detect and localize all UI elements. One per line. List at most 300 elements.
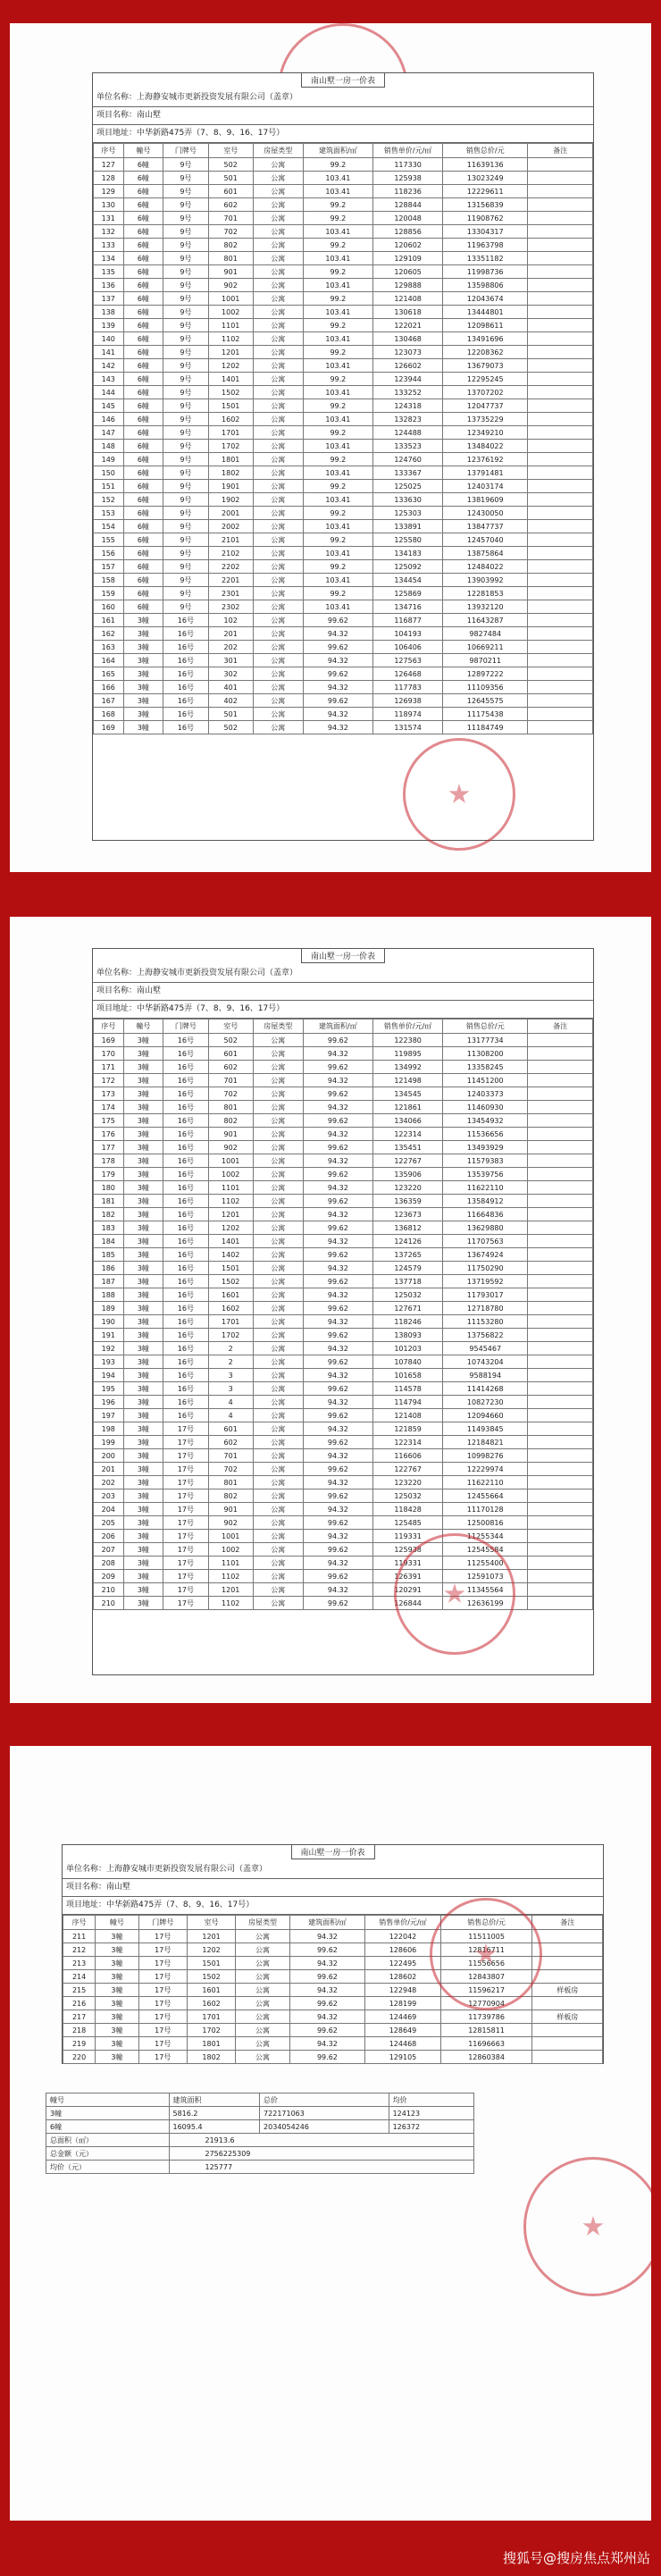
table-cell: 13491696 (443, 332, 528, 346)
table-cell (528, 507, 593, 520)
table-row (94, 1141, 593, 1154)
table-cell: 6幢 (123, 279, 163, 292)
table-cell: 1801 (187, 2037, 235, 2051)
table-cell: 公寓 (253, 346, 303, 359)
table-cell: 13454932 (443, 1114, 528, 1128)
table-cell (528, 413, 593, 426)
table-cell: 94.32 (303, 708, 372, 721)
table-row (94, 1557, 593, 1570)
table-cell (528, 1154, 593, 1168)
table-cell: 6幢 (123, 426, 163, 440)
table-cell: 公寓 (236, 1970, 289, 1984)
table-cell: 12403373 (443, 1087, 528, 1101)
table-cell: 11556656 (440, 1957, 532, 1970)
table-cell: 12184821 (443, 1436, 528, 1449)
table-cell: 126468 (372, 667, 442, 681)
table-cell: 3幢 (123, 681, 163, 694)
table-row (94, 520, 593, 533)
table-cell: 17号 (138, 1997, 187, 2010)
table-cell: 公寓 (253, 319, 303, 332)
table-cell: 16号 (163, 1235, 208, 1248)
table-cell (528, 185, 593, 198)
table-cell (528, 172, 593, 185)
table-cell: 165 (94, 667, 124, 681)
table-row (94, 1154, 593, 1168)
table-cell: 121498 (372, 1074, 442, 1087)
table-cell: 137 (94, 292, 124, 306)
table-cell: 99.62 (303, 1355, 372, 1369)
table-cell (528, 265, 593, 279)
table-row (94, 547, 593, 560)
table-cell: 3幢 (123, 708, 163, 721)
table-cell: 99.62 (303, 1489, 372, 1503)
table-cell: 204 (94, 1503, 124, 1516)
table-cell: 196 (94, 1396, 124, 1409)
table-cell: 12816711 (440, 1943, 532, 1957)
table-cell: 公寓 (253, 1061, 303, 1074)
table-cell: 1902 (208, 493, 253, 507)
table-cell: 公寓 (253, 279, 303, 292)
table-cell: 3幢 (96, 2010, 138, 2024)
table-cell: 1101 (208, 1181, 253, 1195)
table-cell: 123673 (372, 1208, 442, 1221)
table-cell: 10827230 (443, 1396, 528, 1409)
table-cell: 1001 (208, 292, 253, 306)
table-cell: 902 (208, 1516, 253, 1530)
table-cell: 116877 (372, 614, 442, 627)
table-row (94, 1409, 593, 1422)
table-cell: 180 (94, 1181, 124, 1195)
table-cell: 1201 (208, 1583, 253, 1597)
table-row (63, 1997, 603, 2010)
table-cell: 16号 (163, 1329, 208, 1342)
total-area-label: 总面积（㎡） (46, 2134, 170, 2147)
table-cell: 公寓 (253, 426, 303, 440)
table-row (94, 1168, 593, 1181)
table-row (94, 1530, 593, 1543)
table-row (94, 1047, 593, 1061)
table-cell: 197 (94, 1409, 124, 1422)
table-cell: 6幢 (123, 319, 163, 332)
table-cell: 166 (94, 681, 124, 694)
table-cell: 12229974 (443, 1463, 528, 1476)
column-header: 室号 (208, 144, 253, 158)
table-row (94, 681, 593, 694)
table-cell: 6幢 (123, 600, 163, 614)
table-cell: 16号 (163, 1154, 208, 1168)
table-cell (528, 1141, 593, 1154)
table-cell: 样板房 (532, 1984, 603, 1997)
table-cell (532, 2037, 603, 2051)
table-cell: 136 (94, 279, 124, 292)
table-cell: 11707563 (443, 1235, 528, 1248)
table-cell: 3幢 (96, 1943, 138, 1957)
table-cell: 210 (94, 1583, 124, 1597)
table-cell: 134545 (372, 1087, 442, 1101)
table-cell (528, 1208, 593, 1221)
average-price-value: 125777 (169, 2161, 474, 2174)
table-row (94, 440, 593, 453)
table-cell: 16号 (163, 1382, 208, 1396)
table-row (94, 453, 593, 466)
column-header: 室号 (187, 1916, 235, 1930)
table-cell: 94.32 (303, 1503, 372, 1516)
table-cell: 219 (63, 2037, 96, 2051)
table-cell: 99.62 (289, 2024, 365, 2037)
table-cell: 16号 (163, 1181, 208, 1195)
table-cell: 1602 (187, 1997, 235, 2010)
table-cell: 13629880 (443, 1221, 528, 1235)
table-cell: 9号 (163, 426, 208, 440)
table-row (94, 533, 593, 547)
table-cell: 16号 (163, 1047, 208, 1061)
table-cell: 94.32 (303, 1583, 372, 1597)
table-cell: 1001 (208, 1154, 253, 1168)
table-cell: 公寓 (253, 212, 303, 225)
table-cell: 94.32 (303, 1530, 372, 1543)
table-cell: 124126 (372, 1235, 442, 1248)
table-cell: 公寓 (253, 1463, 303, 1476)
table-cell: 601 (208, 1422, 253, 1436)
table-row (94, 600, 593, 614)
table-cell: 12457040 (443, 533, 528, 547)
table-cell: 99.62 (303, 1087, 372, 1101)
table-cell: 公寓 (253, 721, 303, 734)
table-cell: 99.2 (303, 533, 372, 547)
table-cell: 13493929 (443, 1141, 528, 1154)
table-cell: 121408 (372, 292, 442, 306)
table-cell: 1502 (208, 386, 253, 399)
table-row (94, 239, 593, 252)
table-cell: 125303 (372, 507, 442, 520)
table-cell: 101203 (372, 1342, 442, 1355)
table-row (94, 373, 593, 386)
table-cell (528, 279, 593, 292)
table-cell: 12860384 (440, 2051, 532, 2064)
table-cell: 16号 (163, 1262, 208, 1275)
table-cell: 122495 (365, 1957, 441, 1970)
total-amount-value: 2756225309 (169, 2147, 474, 2161)
table-cell: 公寓 (253, 654, 303, 667)
table-cell: 17号 (138, 1930, 187, 1943)
table-cell: 99.62 (303, 1463, 372, 1476)
table-cell: 94.32 (303, 1449, 372, 1463)
table-cell: 17号 (138, 1943, 187, 1957)
table-cell (528, 453, 593, 466)
table-cell: 3幢 (123, 1128, 163, 1141)
table-row (63, 2024, 603, 2037)
table-cell: 99.2 (303, 426, 372, 440)
table-cell: 17号 (163, 1463, 208, 1476)
table-cell: 13598806 (443, 279, 528, 292)
table-cell: 1102 (208, 1597, 253, 1610)
table-cell: 94.32 (289, 1930, 365, 1943)
table-cell: 3幢 (96, 2024, 138, 2037)
table-cell: 122380 (372, 1034, 442, 1047)
table-cell: 901 (208, 1128, 253, 1141)
table-row (94, 466, 593, 480)
table-cell: 103.41 (303, 413, 372, 426)
table-cell: 208 (94, 1557, 124, 1570)
column-header: 门牌号 (163, 1019, 208, 1034)
table-cell: 3幢 (123, 694, 163, 708)
table-row (94, 399, 593, 413)
table-cell: 公寓 (253, 1409, 303, 1422)
table-cell (532, 1997, 603, 2010)
table-cell: 142 (94, 359, 124, 373)
table-cell: 602 (208, 198, 253, 212)
table-cell: 16号 (163, 1315, 208, 1329)
table-cell: 12403174 (443, 480, 528, 493)
table-cell: 公寓 (253, 1208, 303, 1221)
table-cell: 121408 (372, 1409, 442, 1422)
table-cell: 公寓 (253, 1302, 303, 1315)
table-cell: 9号 (163, 480, 208, 493)
project-name-line: 项目名称：南山墅 (93, 983, 593, 1001)
table-cell (528, 225, 593, 239)
table-cell: 9号 (163, 373, 208, 386)
table-cell: 135451 (372, 1141, 442, 1154)
table-cell (528, 654, 593, 667)
table-row (94, 1101, 593, 1114)
table-cell: 164 (94, 654, 124, 667)
table-row (94, 212, 593, 225)
table-cell: 2002 (208, 520, 253, 533)
table-cell: 902 (208, 279, 253, 292)
table-cell: 11643287 (443, 614, 528, 627)
table-cell: 9号 (163, 547, 208, 560)
table-cell: 11451200 (443, 1074, 528, 1087)
table-cell: 3幢 (123, 1463, 163, 1476)
table-cell: 公寓 (253, 332, 303, 346)
table-cell: 175 (94, 1114, 124, 1128)
table-cell: 99.62 (303, 1034, 372, 1047)
table-cell: 16号 (163, 694, 208, 708)
table-cell: 公寓 (253, 627, 303, 641)
table-cell (528, 574, 593, 587)
table-cell (528, 1382, 593, 1396)
table-cell: 6幢 (123, 413, 163, 426)
document-title: 南山墅一房一价表 (290, 1844, 374, 1859)
table-row (63, 2037, 603, 2051)
table-cell (528, 1369, 593, 1382)
table-cell: 99.2 (303, 560, 372, 574)
table-cell: 902 (208, 1141, 253, 1154)
table-cell: 13444801 (443, 306, 528, 319)
table-cell: 13932120 (443, 600, 528, 614)
table-cell: 125485 (372, 1516, 442, 1530)
table-cell: 191 (94, 1329, 124, 1342)
table-cell: 公寓 (253, 1422, 303, 1436)
table-cell: 170 (94, 1047, 124, 1061)
table-cell: 1702 (208, 1329, 253, 1342)
table-cell: 9号 (163, 306, 208, 319)
summary-header-total: 总价 (260, 2094, 389, 2107)
seal-stamp-lower (403, 738, 515, 851)
table-cell: 3 (208, 1382, 253, 1396)
table-cell: 129109 (372, 252, 442, 265)
table-cell: 1001 (208, 1530, 253, 1543)
table-cell: 2102 (208, 547, 253, 560)
table-cell (528, 1516, 593, 1530)
table-cell: 213 (63, 1957, 96, 1970)
table-cell: 13023249 (443, 172, 528, 185)
table-cell: 17号 (163, 1476, 208, 1489)
column-header: 门牌号 (138, 1916, 187, 1930)
table-cell: 公寓 (236, 2024, 289, 2037)
table-cell: 802 (208, 239, 253, 252)
table-cell: 102 (208, 614, 253, 627)
table-cell: 130 (94, 198, 124, 212)
column-header: 销售单价/元/㎡ (372, 1019, 442, 1034)
table-cell: 公寓 (236, 2010, 289, 2024)
table-cell: 129105 (365, 2051, 441, 2064)
table-cell: 195 (94, 1382, 124, 1396)
table-cell: 公寓 (253, 681, 303, 694)
table-cell: 16号 (163, 1409, 208, 1422)
table-cell: 9号 (163, 560, 208, 574)
table-cell (528, 667, 593, 681)
table-cell: 公寓 (253, 1087, 303, 1101)
table-cell: 公寓 (236, 2051, 289, 2064)
table-cell: 16号 (163, 1275, 208, 1288)
column-header: 序号 (94, 144, 124, 158)
column-header: 门牌号 (163, 144, 208, 158)
table-cell: 94.32 (303, 1101, 372, 1114)
table-cell: 107840 (372, 1355, 442, 1369)
column-header: 备注 (528, 1019, 593, 1034)
table-cell: 17号 (163, 1543, 208, 1557)
document-title: 南山墅一房一价表 (301, 948, 385, 963)
table-cell (528, 359, 593, 373)
table-cell: 121859 (372, 1422, 442, 1436)
table-cell: 6幢 (123, 225, 163, 239)
table-cell: 103.41 (303, 172, 372, 185)
table-row (94, 158, 593, 172)
column-header: 建筑面积/㎡ (289, 1916, 365, 1930)
company-name-line: 单位名称：上海静安城市更新投资发展有限公司（盖章） (93, 89, 593, 107)
table-cell: 134183 (372, 547, 442, 560)
table-cell: 118974 (372, 708, 442, 721)
table-cell (528, 212, 593, 225)
table-cell: 公寓 (253, 1557, 303, 1570)
table-cell: 公寓 (253, 1382, 303, 1396)
table-cell: 148 (94, 440, 124, 453)
table-cell: 601 (208, 1047, 253, 1061)
table-cell: 94.32 (303, 1342, 372, 1355)
table-cell (528, 1449, 593, 1463)
table-row (94, 1342, 593, 1355)
table-cell: 公寓 (253, 1476, 303, 1489)
table-cell (528, 1128, 593, 1141)
table-row (94, 560, 593, 574)
table-cell: 130468 (372, 332, 442, 346)
table-cell: 3幢 (96, 1984, 138, 1997)
table-cell: 12229611 (443, 185, 528, 198)
summary-header-avg: 均价 (389, 2094, 473, 2107)
table-cell: 117783 (372, 681, 442, 694)
table-row (94, 480, 593, 493)
table-cell: 103.41 (303, 520, 372, 533)
table-cell: 138 (94, 306, 124, 319)
seal-stamp-page-3 (430, 1898, 542, 2010)
table-cell: 1802 (187, 2051, 235, 2064)
summary-avg: 124123 (389, 2107, 473, 2120)
table-cell: 2202 (208, 560, 253, 574)
table-cell: 9号 (163, 453, 208, 466)
table-cell: 127671 (372, 1302, 442, 1315)
table-cell: 17号 (138, 1984, 187, 1997)
table-cell: 3幢 (123, 1181, 163, 1195)
table-cell: 94.32 (303, 681, 372, 694)
table-cell (528, 440, 593, 453)
table-cell: 194 (94, 1369, 124, 1382)
table-cell: 12591073 (443, 1570, 528, 1583)
table-cell (528, 1114, 593, 1128)
table-cell: 126391 (372, 1570, 442, 1583)
table-cell: 13177734 (443, 1034, 528, 1047)
red-band-top (0, 0, 661, 23)
table-cell: 3幢 (123, 1436, 163, 1449)
table-cell: 17号 (163, 1422, 208, 1436)
table-cell: 17号 (163, 1516, 208, 1530)
table-cell: 16号 (163, 1168, 208, 1181)
table-cell: 12430050 (443, 507, 528, 520)
table-cell: 122948 (365, 1984, 441, 1997)
table-cell: 602 (208, 1436, 253, 1449)
table-cell: 12645575 (443, 694, 528, 708)
table-row (94, 185, 593, 198)
table-cell: 150 (94, 466, 124, 480)
table-cell: 120602 (372, 239, 442, 252)
table-cell (528, 426, 593, 440)
table-cell: 3幢 (96, 1957, 138, 1970)
table-cell: 3幢 (123, 1208, 163, 1221)
table-cell: 214 (63, 1970, 96, 1984)
table-cell: 99.62 (303, 1382, 372, 1396)
column-header: 备注 (532, 1916, 603, 1930)
table-cell: 3幢 (123, 667, 163, 681)
table-cell: 1002 (208, 306, 253, 319)
table-cell: 99.62 (303, 1168, 372, 1181)
table-cell: 9号 (163, 198, 208, 212)
project-address-line: 项目地址：中华新路475弄（7、8、9、16、17号） (93, 125, 593, 143)
table-cell: 301 (208, 654, 253, 667)
table-cell: 公寓 (253, 359, 303, 373)
summary-header-building: 幢号 (46, 2094, 170, 2107)
table-cell: 6幢 (123, 493, 163, 507)
table-cell: 11908762 (443, 212, 528, 225)
table-cell: 3幢 (123, 1516, 163, 1530)
table-cell: 10998276 (443, 1449, 528, 1463)
table-cell: 94.32 (303, 1396, 372, 1409)
table-cell: 3 (208, 1369, 253, 1382)
table-cell: 136359 (372, 1195, 442, 1208)
table-cell: 16号 (163, 1208, 208, 1221)
table-row (94, 614, 593, 627)
table-cell (528, 1557, 593, 1570)
table-row (94, 1315, 593, 1329)
table-cell: 13584912 (443, 1195, 528, 1208)
table-cell: 167 (94, 694, 124, 708)
table-cell (528, 1262, 593, 1275)
table-cell: 公寓 (253, 667, 303, 681)
table-cell: 99.62 (303, 1275, 372, 1288)
table-cell: 210 (94, 1597, 124, 1610)
table-cell: 192 (94, 1342, 124, 1355)
table-row (94, 708, 593, 721)
table-cell: 9号 (163, 185, 208, 198)
